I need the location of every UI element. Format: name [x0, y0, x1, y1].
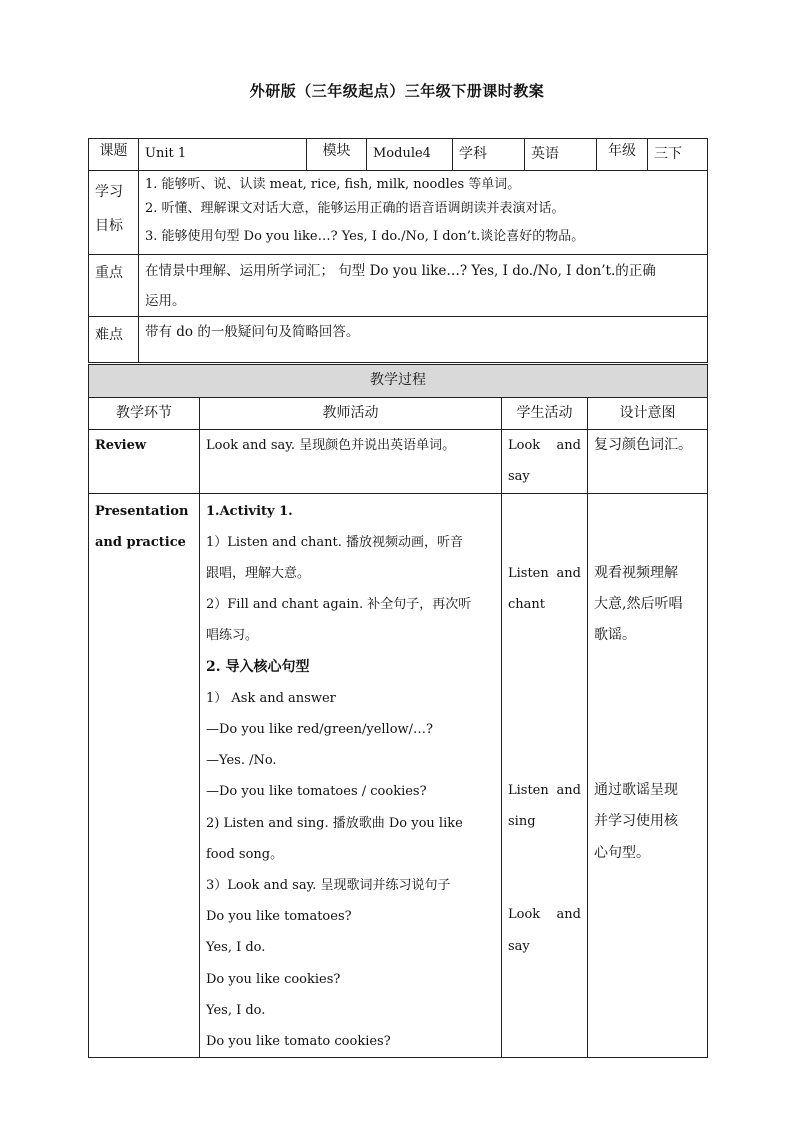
objectives-label-line2: 目标	[95, 218, 123, 234]
teacher-line: 1） Ask and answer	[206, 690, 336, 706]
presentation-stage-line1: Presentation	[95, 503, 189, 519]
objectives-list	[139, 171, 708, 255]
teacher-line: —Do you like red/green/yellow/…?	[206, 722, 434, 738]
student-word: say	[508, 938, 530, 954]
review-student	[502, 430, 588, 493]
teacher-line: 1）Listen and chant. 播放视频动画，听音	[206, 534, 463, 550]
review-student-word: and	[556, 438, 581, 454]
header-stage: 教学环节	[89, 398, 200, 430]
teacher-line: —Do you like tomatoes / cookies?	[206, 784, 427, 800]
purpose-line: 心句型。	[594, 844, 650, 861]
lesson-label: 课题	[89, 139, 139, 171]
teacher-line: 唱练习。	[206, 628, 259, 644]
presentation-stage	[89, 493, 200, 1058]
review-stage: Review	[89, 430, 200, 493]
student-word: and	[556, 783, 581, 799]
teacher-line: Do you like tomato cookies?	[206, 1034, 391, 1050]
teaching-process-table	[88, 364, 708, 1058]
review-purpose: 复习颜色词汇。	[588, 430, 708, 493]
presentation-stage-line2: and practice	[95, 534, 186, 550]
presentation-purpose	[588, 493, 708, 1058]
teacher-line: —Yes. /No.	[206, 753, 277, 769]
teacher-line: 1.Activity 1.	[206, 503, 293, 519]
teacher-line: 3）Look and say. 呈现歌词并练习说句子	[206, 878, 451, 894]
purpose-line: 并学习使用核	[594, 813, 678, 830]
purpose-line: 歌谣。	[594, 627, 636, 644]
objective-item: 3. 能够使用句型 Do you like…? Yes, I do./No, I don’t.谈论喜好的物品。	[145, 229, 585, 244]
difficulties-text: 带有 do 的一般疑问句及简略回答。	[139, 317, 708, 363]
header-purpose: 设计意图	[588, 398, 708, 430]
lesson-value: Unit 1	[139, 139, 307, 171]
objective-item: 1. 能够听、说、认读 meat, rice, fish, milk, noodles 等单词。	[145, 177, 521, 192]
subject-label: 学科	[453, 139, 525, 171]
key-points-label: 重点	[89, 255, 139, 317]
key-points-line1: 在情景中理解、运用所学词汇； 句型 Do you like…? Yes, I do./No, I don’t.的正确	[145, 263, 656, 279]
teacher-line: 2) Listen and sing. 播放歌曲 Do you like	[206, 815, 463, 831]
review-teacher: Look and say. 呈现颜色并说出英语单词。	[200, 430, 502, 493]
teacher-line: 跟唱，理解大意。	[206, 566, 311, 582]
module-label: 模块	[307, 139, 367, 171]
student-word: and	[556, 907, 581, 923]
student-word: sing	[508, 814, 536, 830]
student-word: Listen	[508, 565, 549, 581]
teacher-line: Do you like tomatoes?	[206, 909, 352, 925]
student-word: and	[556, 565, 581, 581]
document-title: 外研版（三年级起点）三年级下册课时教案	[249, 82, 545, 100]
subject-value: 英语	[525, 139, 597, 171]
module-value: Module4	[367, 139, 453, 171]
key-points-line2: 运用。	[145, 293, 186, 309]
teacher-line: 2）Fill and chant again. 补全句子，再次听	[206, 597, 472, 613]
purpose-line: 通过歌谣呈现	[594, 782, 678, 799]
header-student: 学生活动	[502, 398, 588, 430]
objectives-label-line1: 学习	[95, 184, 123, 200]
presentation-student	[502, 493, 588, 1058]
objectives-label	[89, 171, 139, 255]
student-word: Look	[508, 907, 541, 923]
purpose-line: 观看视频理解	[594, 564, 678, 581]
lesson-info-table	[88, 138, 708, 363]
purpose-line: 大意,然后听唱	[594, 595, 683, 612]
key-points-text	[139, 255, 708, 317]
process-section-title: 教学过程	[89, 365, 708, 398]
review-student-word: say	[508, 469, 530, 485]
teacher-line: Yes, I do.	[206, 1002, 266, 1018]
teacher-line: food song。	[206, 846, 284, 862]
header-teacher: 教师活动	[200, 398, 502, 430]
student-word: chant	[508, 596, 546, 612]
presentation-teacher	[200, 493, 502, 1058]
grade-value: 三下	[648, 139, 708, 171]
teacher-line: Do you like cookies?	[206, 971, 341, 987]
objective-item: 2. 听懂、理解课文对话大意，能够运用正确的语音语调朗读并表演对话。	[145, 201, 565, 216]
grade-label: 年级	[597, 139, 648, 171]
difficulties-label: 难点	[89, 317, 139, 363]
teacher-line: Yes, I do.	[206, 940, 266, 956]
review-student-word: Look	[508, 438, 541, 454]
teacher-line: 2. 导入核心句型	[206, 658, 310, 675]
student-word: Listen	[508, 783, 549, 799]
